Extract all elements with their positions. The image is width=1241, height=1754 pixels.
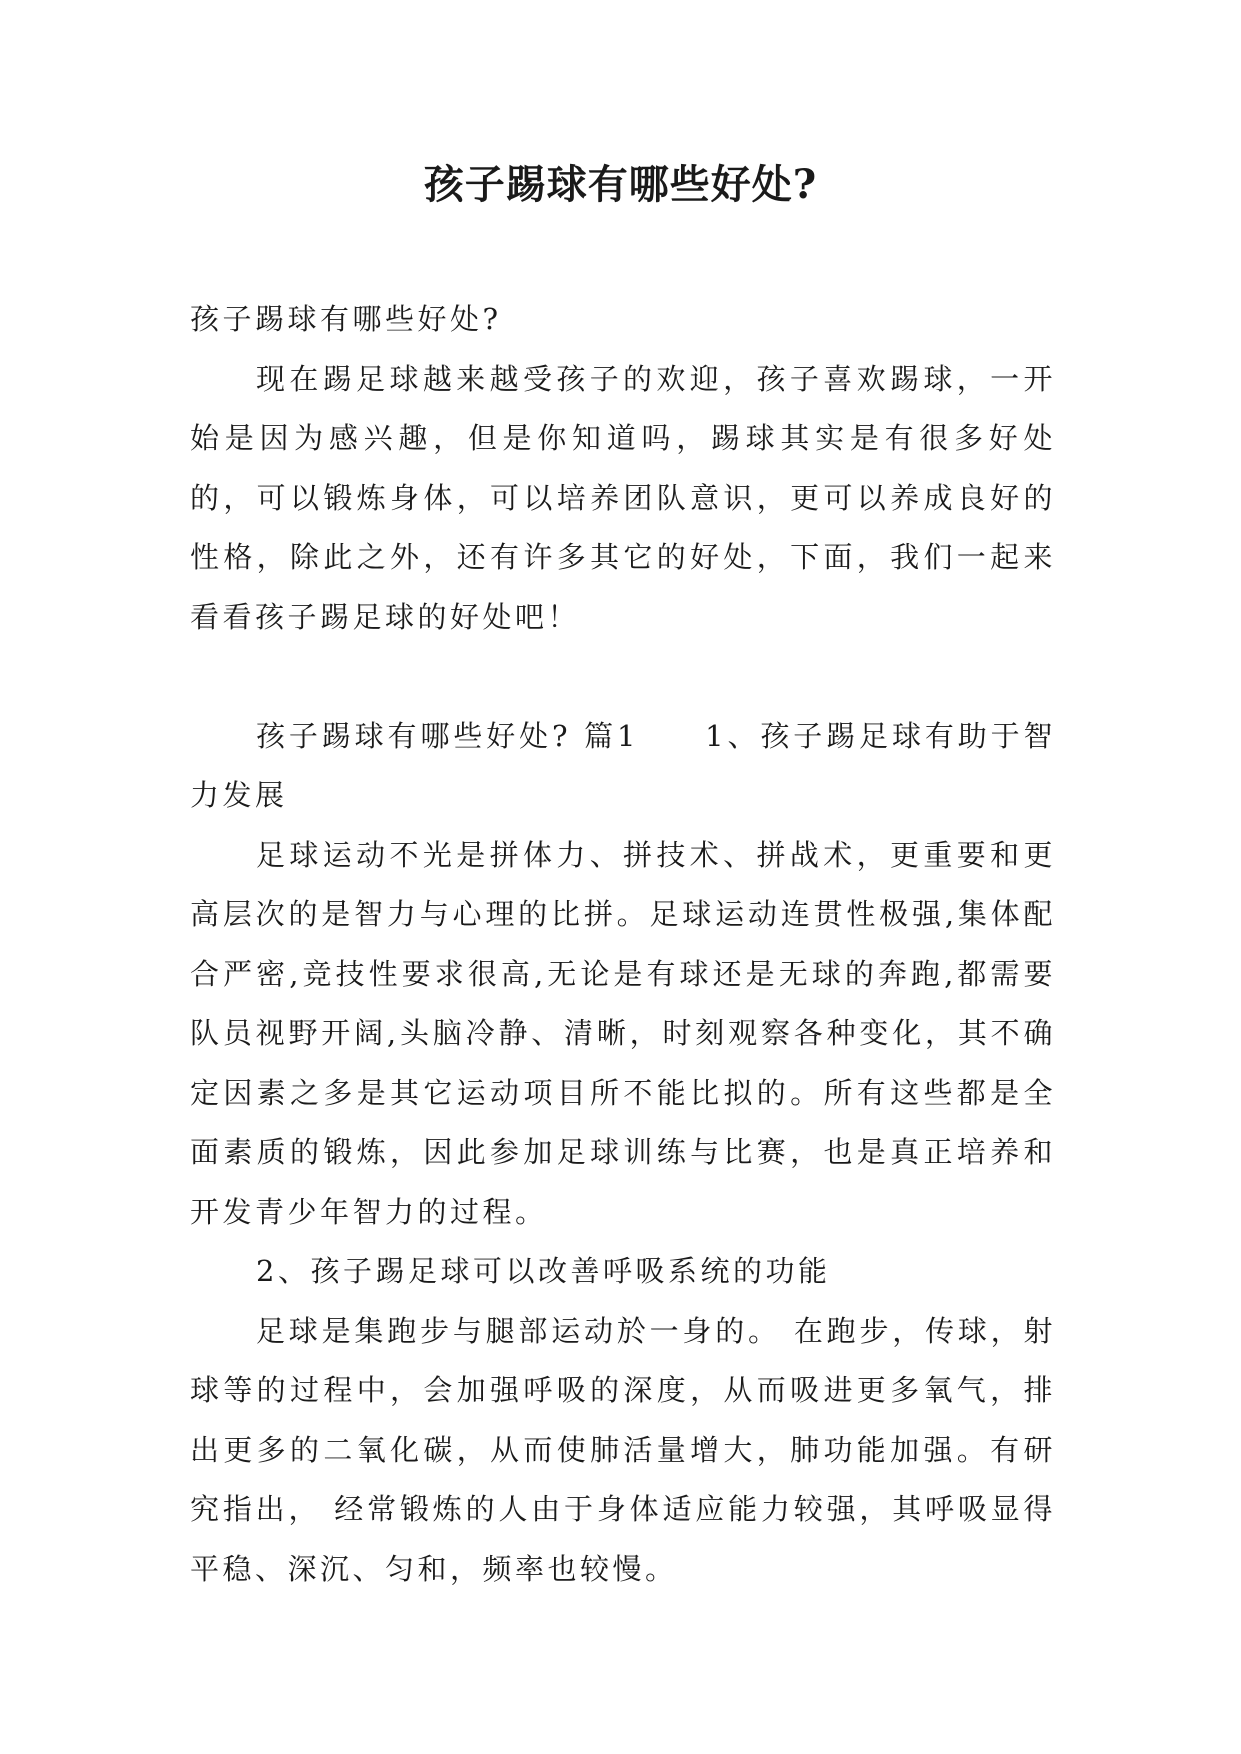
chapter-heading: 孩子踢球有哪些好处? 篇1 1、孩子踢足球有助于智力发展 — [190, 718, 1056, 812]
paragraph-spacer — [190, 647, 1056, 707]
body-paragraph: 足球是集跑步与腿部运动於一身的。 在跑步，传球，射球等的过程中，会加强呼吸的深度，从而吸进更多氧气，排出更多的二氧化碳，从而使肺活量增大，肺功能加强。有研究指出， 经常锻炼的人由于身体适应能力较强，其呼吸显得平稳、深沉、匀和，频率也较慢。 — [190, 1313, 1056, 1586]
document-body — [190, 290, 1056, 1599]
intro-paragraph: 现在踢足球越来越受孩子的欢迎，孩子喜欢踢球，一开始是因为感兴趣，但是你知道吗，踢球其实是有很多好处的，可以锻炼身体，可以培养团队意识，更可以养成良好的性格，除此之外，还有许多其它的好处，下面，我们一起来看看孩子踢足球的好处吧！ — [190, 361, 1056, 634]
body-paragraph: 足球运动不光是拼体力、拼技术、拼战术，更重要和更高层次的是智力与心理的比拼。足球运动连贯性极强,集体配合严密,竞技性要求很高,无论是有球还是无球的奔跑,都需要队员视野开阔,头脑冷静、清晰，时刻观察各种变化，其不确定因素之多是其它运动项目所不能比拟的。所有这些都是全面素质的锻炼，因此参加足球训练与比赛，也是真正培养和开发青少年智力的过程。 — [190, 837, 1056, 1229]
section-heading: 孩子踢球有哪些好处? — [190, 302, 502, 336]
point-heading: 2、孩子踢足球可以改善呼吸系统的功能 — [256, 1254, 831, 1288]
document-title: 孩子踢球有哪些好处? — [423, 161, 818, 208]
